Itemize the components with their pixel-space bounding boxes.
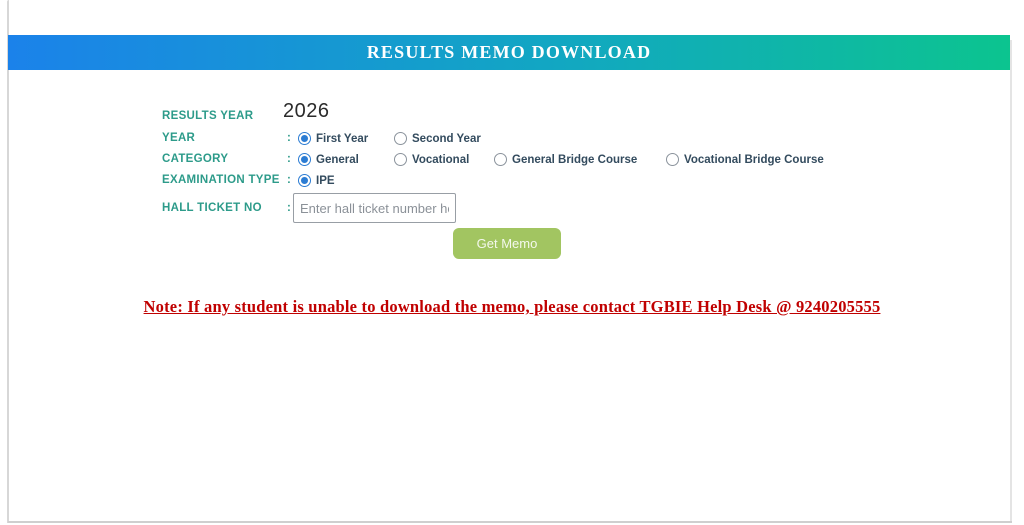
category-row [0,153,1024,171]
radio-label-general: General [316,153,359,166]
hall-ticket-input[interactable] [293,193,456,223]
year-colon: : [287,132,291,144]
year-label: YEAR [162,132,196,144]
page-title: RESULTS MEMO DOWNLOAD [366,42,652,62]
help-desk-note: Note: If any student is unable to download the memo, please contact TGBIE Help Desk @ 9240205555 [143,297,881,316]
results-year-value: 2026 [283,100,330,122]
radio-option-second-year[interactable] [394,132,481,145]
radio-label-vocational: Vocational [412,153,470,166]
hall-ticket-colon: : [287,202,291,214]
page-edge-bottom [8,521,1012,523]
examination-type-colon: : [287,174,291,186]
radio-option-general[interactable] [298,153,359,166]
radio-icon-vocational-bridge-course[interactable] [666,153,679,166]
radio-label-general-bridge-course: General Bridge Course [512,153,638,166]
radio-icon-general[interactable] [298,153,311,166]
radio-label-vocational-bridge-course: Vocational Bridge Course [684,153,824,166]
radio-option-ipe[interactable] [298,174,335,187]
hall-ticket-row [0,202,1024,220]
header-bar [8,35,1010,70]
radio-label-first-year: First Year [316,132,369,145]
results-year-row [0,100,1024,128]
radio-icon-second-year[interactable] [394,132,407,145]
hall-ticket-label: HALL TICKET NO [162,202,262,214]
radio-icon-first-year[interactable] [298,132,311,145]
radio-icon-vocational[interactable] [394,153,407,166]
examination-type-row [0,174,1024,192]
radio-label-ipe: IPE [316,174,335,187]
radio-option-vocational-bridge-course[interactable] [666,153,824,166]
page-edge-left [7,0,9,523]
category-colon: : [287,153,291,165]
radio-option-first-year[interactable] [298,132,368,145]
radio-label-second-year: Second Year [412,132,481,145]
year-row [0,132,1024,150]
examination-type-label: EXAMINATION TYPE [162,174,280,186]
get-memo-button[interactable]: Get Memo [453,228,561,259]
results-year-label: RESULTS YEAR [162,110,254,122]
category-label: CATEGORY [162,153,229,165]
radio-option-vocational[interactable] [394,153,469,166]
radio-icon-general-bridge-course[interactable] [494,153,507,166]
radio-icon-ipe[interactable] [298,174,311,187]
radio-option-general-bridge-course[interactable] [494,153,637,166]
